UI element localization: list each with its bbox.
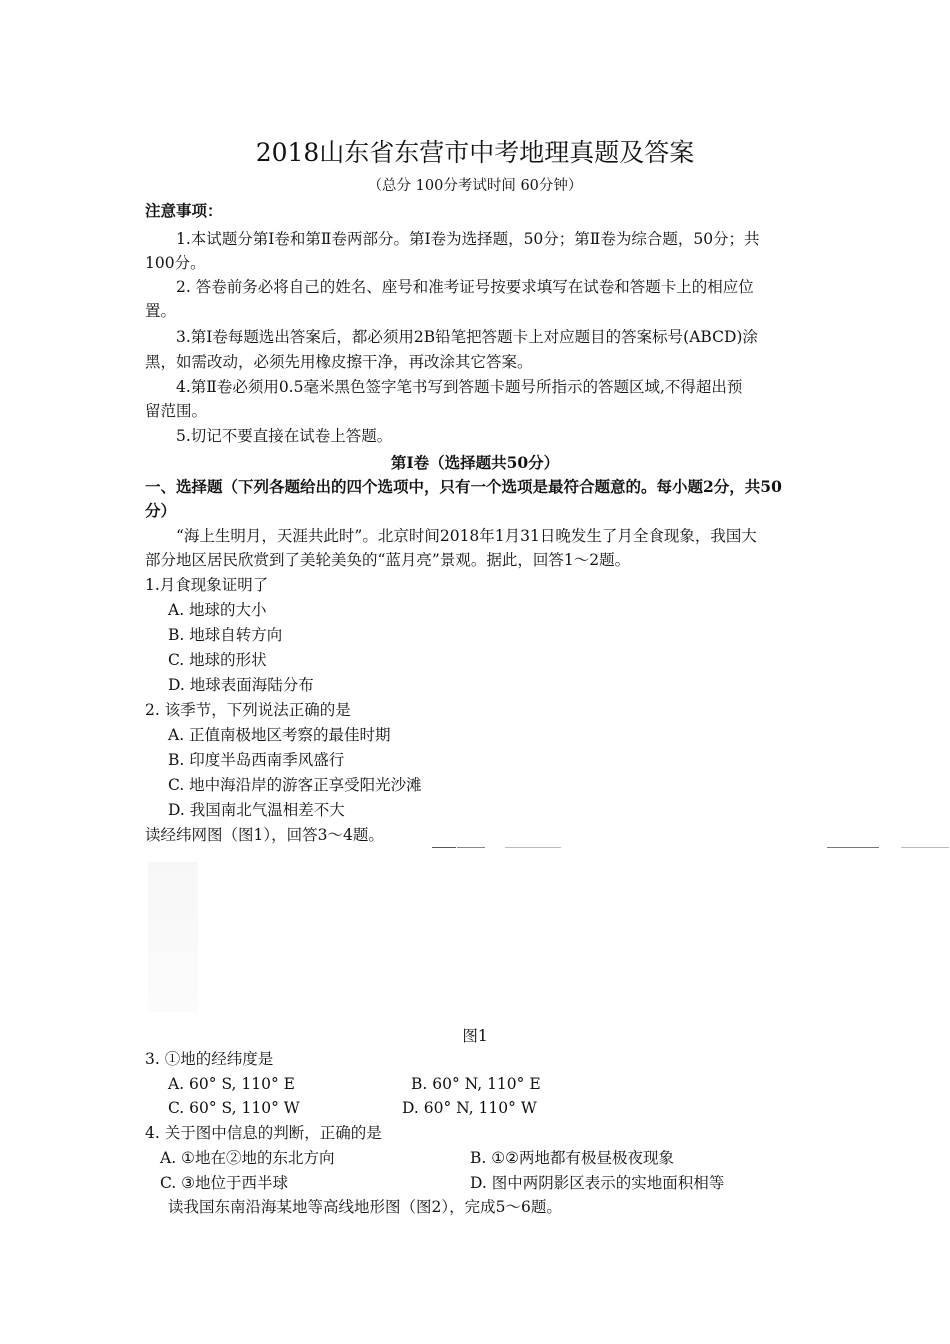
figure-2-prompt: 读我国东南沿海某地等高线地形图（图2），完成5～6题。 [168,1198,562,1216]
question-3-option: A. 60° S, 110° E [168,1075,295,1093]
figure-line [457,847,485,848]
question-2-option: C. 地中海沿岸的游客正享受阳光沙滩 [168,776,422,794]
part-heading: 分） [145,501,177,520]
question-1-option: C. 地球的形状 [168,651,267,669]
page-title: 2018山东省东营市中考地理真题及答案 [255,138,695,167]
intro-text: “海上生明月，天涯共此时”。北京时间2018年1月31日晚发生了月全食现象，我国大 [176,527,757,545]
question-4-option: C. ③地位于西半球 [160,1174,289,1192]
exam-info: （总分 100分考试时间 60分钟） [367,178,583,194]
figure-1-prompt: 读经纬网图（图1），回答3～4题。 [145,826,384,844]
figure-1-graticule [145,845,950,1015]
question-2-option: D. 我国南北气温相差不大 [168,801,345,819]
question-1-option: D. 地球表面海陆分布 [168,676,314,694]
section-title: 第Ⅰ卷（选择题共50分） [390,453,560,472]
figure-1-caption: 图1 [462,1027,488,1045]
question-4-option: D. 图中两阴影区表示的实地面积相等 [470,1174,725,1192]
note-line: 2. 答卷前务必将自己的姓名、座号和准考证号按要求填写在试卷和答题卡上的相应位 [176,278,754,296]
figure-line [432,847,456,848]
question-3-option: B. 60° N, 110° E [411,1075,541,1093]
question-2-option: B. 印度半岛西南季风盛行 [168,751,345,769]
question-2-stem: 2. 该季节，下列说法正确的是 [145,701,351,719]
figure-line [827,847,879,848]
question-1-option: B. 地球自转方向 [168,626,283,644]
figure-1-shade [148,862,198,1012]
note-line: 5.切记不要直接在试卷上答题。 [176,427,393,445]
question-3-option: D. 60° N, 110° W [402,1099,537,1117]
question-4-stem: 4. 关于图中信息的判断，正确的是 [145,1124,382,1142]
part-heading: 一、选择题（下列各题给出的四个选项中，只有一个选项是最符合题意的。每小题2分，共50 [145,477,782,496]
question-3-stem: 3. ①地的经纬度是 [145,1050,274,1068]
question-1-stem: 1.月食现象证明了 [145,576,269,594]
question-4-option: B. ①②两地都有极昼极夜现象 [470,1149,675,1167]
note-line: 1.本试题分第Ⅰ卷和第Ⅱ卷两部分。第Ⅰ卷为选择题，50分；第Ⅱ卷为综合题，50分；共 [176,230,760,248]
figure-line [901,847,949,848]
note-line: 置。 [145,302,177,320]
question-3-option: C. 60° S, 110° W [168,1099,300,1117]
question-4-option: A. ①地在②地的东北方向 [160,1149,335,1167]
notes-heading: 注意事项： [145,201,223,220]
note-line: 3.第Ⅰ卷每题选出答案后，都必须用2B铅笔把答题卡上对应题目的答案标号(ABCD)涂 [176,328,758,346]
figure-line [505,847,561,848]
question-2-option: A. 正值南极地区考察的最佳时期 [168,726,391,744]
question-1-option: A. 地球的大小 [168,601,267,619]
intro-text: 部分地区居民欣赏到了美轮美奂的“蓝月亮”景观。据此，回答1～2题。 [145,551,631,569]
note-line: 100分。 [145,254,206,272]
note-line: 4.第Ⅱ卷必须用0.5毫米黑色签字笔书写到答题卡题号所指示的答题区域,不得超出预 [176,378,743,396]
note-line: 留范围。 [145,402,208,420]
note-line: 黑，如需改动，必须先用橡皮擦干净，再改涂其它答案。 [145,353,533,371]
